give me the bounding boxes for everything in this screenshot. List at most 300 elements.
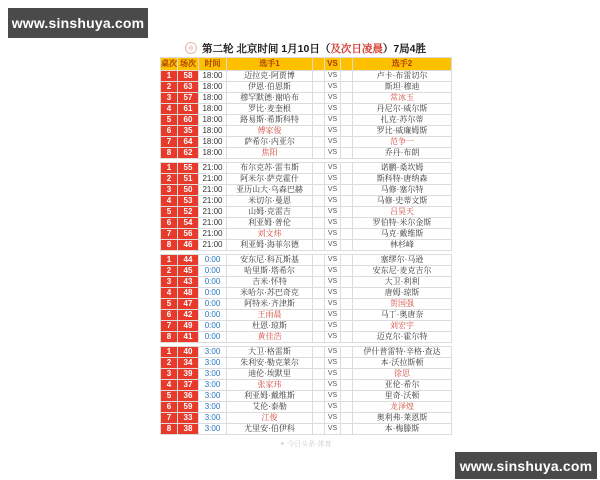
time-cell: 0:00 — [199, 255, 227, 266]
match-row — [161, 358, 452, 369]
score1-cell — [313, 93, 325, 104]
score2-cell — [341, 347, 353, 358]
header-time: 时间 — [199, 58, 227, 71]
match-row — [161, 288, 452, 299]
score2-cell — [341, 174, 353, 185]
vs-cell: VS — [325, 288, 341, 299]
vs-cell: VS — [325, 321, 341, 332]
player1-cell: 吉米·怀特 — [227, 277, 313, 288]
match-row — [161, 369, 452, 380]
score2-cell — [341, 104, 353, 115]
score1-cell — [313, 299, 325, 310]
vs-cell: VS — [325, 82, 341, 93]
player1-cell: 罗比·麦奎根 — [227, 104, 313, 115]
match-number-cell: 34 — [178, 358, 199, 369]
match-number-cell: 37 — [178, 380, 199, 391]
score2-cell — [341, 424, 353, 435]
match-number-cell: 42 — [178, 310, 199, 321]
match-number-cell: 49 — [178, 321, 199, 332]
score1-cell — [313, 358, 325, 369]
score1-cell — [313, 104, 325, 115]
score1-cell — [313, 424, 325, 435]
time-cell: 18:00 — [199, 71, 227, 82]
score2-cell — [341, 310, 353, 321]
time-cell: 0:00 — [199, 299, 227, 310]
match-row — [161, 424, 452, 435]
player2-cell: 林杉峰 — [353, 240, 452, 251]
title-highlight: 及次日凌晨 — [330, 42, 383, 55]
time-cell: 18:00 — [199, 104, 227, 115]
vs-cell: VS — [325, 196, 341, 207]
time-cell: 21:00 — [199, 163, 227, 174]
score2-cell — [341, 163, 353, 174]
match-number-cell: 36 — [178, 391, 199, 402]
time-cell: 3:00 — [199, 347, 227, 358]
table-number-cell: 2 — [161, 266, 178, 277]
player2-cell: 亚伦·希尔 — [353, 380, 452, 391]
score2-cell — [341, 391, 353, 402]
page-title — [202, 41, 426, 56]
player2-cell: 斯科特·唐纳森 — [353, 174, 452, 185]
player2-cell: 安东尼·麦克吉尔 — [353, 266, 452, 277]
vs-cell: VS — [325, 299, 341, 310]
score2-cell — [341, 137, 353, 148]
header-score1 — [313, 58, 325, 71]
vs-cell: VS — [325, 174, 341, 185]
match-number-cell: 46 — [178, 240, 199, 251]
table-number-cell: 4 — [161, 104, 178, 115]
match-number-cell: 41 — [178, 332, 199, 343]
table-number-cell: 2 — [161, 358, 178, 369]
player1-cell: 利亚姆·海菲尔德 — [227, 240, 313, 251]
vs-cell: VS — [325, 163, 341, 174]
header-vs: VS — [325, 58, 341, 71]
table-number-cell: 7 — [161, 321, 178, 332]
score1-cell — [313, 115, 325, 126]
table-number-cell: 7 — [161, 137, 178, 148]
table-number-cell: 3 — [161, 369, 178, 380]
time-cell: 0:00 — [199, 332, 227, 343]
time-cell: 21:00 — [199, 240, 227, 251]
match-row — [161, 332, 452, 343]
player2-cell: 迈克尔·霍尔特 — [353, 332, 452, 343]
match-row — [161, 391, 452, 402]
score2-cell — [341, 358, 353, 369]
vs-cell: VS — [325, 380, 341, 391]
player2-cell: 扎克·苏尔蒂 — [353, 115, 452, 126]
player1-cell: 焦阳 — [227, 148, 313, 159]
score2-cell — [341, 240, 353, 251]
match-row — [161, 196, 452, 207]
score2-cell — [341, 266, 353, 277]
player2-cell: 罗比·威廉姆斯 — [353, 126, 452, 137]
match-number-cell: 55 — [178, 163, 199, 174]
player1-cell: 迪伦·埃默里 — [227, 369, 313, 380]
score1-cell — [313, 369, 325, 380]
score1-cell — [313, 266, 325, 277]
score2-cell — [341, 71, 353, 82]
header-score2 — [341, 58, 353, 71]
player1-cell: 傅家俊 — [227, 126, 313, 137]
match-row — [161, 218, 452, 229]
table-number-cell: 7 — [161, 229, 178, 240]
time-cell: 3:00 — [199, 402, 227, 413]
match-number-cell: 38 — [178, 424, 199, 435]
match-row — [161, 93, 452, 104]
match-row — [161, 402, 452, 413]
match-row — [161, 207, 452, 218]
vs-cell: VS — [325, 277, 341, 288]
footer-watermark-icon: ✦ — [279, 441, 286, 448]
table-number-cell: 6 — [161, 218, 178, 229]
player1-cell: 米哈尔·苏巴奇克 — [227, 288, 313, 299]
time-cell: 3:00 — [199, 391, 227, 402]
player1-cell: 阿特米·齐津斯 — [227, 299, 313, 310]
match-row — [161, 174, 452, 185]
vs-cell: VS — [325, 266, 341, 277]
match-number-cell: 59 — [178, 402, 199, 413]
player2-cell: 唐姆·琼斯 — [353, 288, 452, 299]
match-number-cell: 57 — [178, 93, 199, 104]
vs-cell: VS — [325, 218, 341, 229]
player1-cell: 杜恩·琼斯 — [227, 321, 313, 332]
time-cell: 3:00 — [199, 380, 227, 391]
table-number-cell: 6 — [161, 402, 178, 413]
table-number-cell: 2 — [161, 82, 178, 93]
match-row — [161, 277, 452, 288]
score1-cell — [313, 71, 325, 82]
score1-cell — [313, 380, 325, 391]
score2-cell — [341, 196, 353, 207]
score1-cell — [313, 196, 325, 207]
player1-cell: 利亚姆·普伦 — [227, 218, 313, 229]
time-cell: 0:00 — [199, 288, 227, 299]
player2-cell: 乔丹·布朗 — [353, 148, 452, 159]
score1-cell — [313, 310, 325, 321]
player1-cell: 大卫·格雷斯 — [227, 347, 313, 358]
match-row — [161, 82, 452, 93]
score1-cell — [313, 402, 325, 413]
score2-cell — [341, 413, 353, 424]
player2-cell: 里奇·沃顿 — [353, 391, 452, 402]
time-cell: 21:00 — [199, 229, 227, 240]
match-row — [161, 104, 452, 115]
watermark-text: www.sinshuya.com — [459, 457, 593, 474]
score1-cell — [313, 413, 325, 424]
table-number-cell: 2 — [161, 174, 178, 185]
vs-cell: VS — [325, 115, 341, 126]
match-row — [161, 115, 452, 126]
match-number-cell: 63 — [178, 82, 199, 93]
player2-cell: 刘宏宇 — [353, 321, 452, 332]
match-number-cell: 62 — [178, 148, 199, 159]
time-cell: 18:00 — [199, 93, 227, 104]
match-row — [161, 240, 452, 251]
time-cell: 21:00 — [199, 196, 227, 207]
match-number-cell: 33 — [178, 413, 199, 424]
vs-cell: VS — [325, 126, 341, 137]
vs-cell: VS — [325, 347, 341, 358]
source-watermark — [160, 439, 451, 449]
player2-cell: 卢卡·布雷切尔 — [353, 71, 452, 82]
player1-cell: 安东尼·科瓦斯基 — [227, 255, 313, 266]
match-number-cell: 64 — [178, 137, 199, 148]
vs-cell: VS — [325, 255, 341, 266]
match-row — [161, 266, 452, 277]
score2-cell — [341, 299, 353, 310]
score1-cell — [313, 321, 325, 332]
player1-cell: 艾伦·泰勒 — [227, 402, 313, 413]
score1-cell — [313, 207, 325, 218]
time-cell: 3:00 — [199, 369, 227, 380]
player2-cell: 龙泽煌 — [353, 402, 452, 413]
player2-cell: 塞缪尔·马逊 — [353, 255, 452, 266]
vs-cell: VS — [325, 71, 341, 82]
table-number-cell: 1 — [161, 347, 178, 358]
vs-cell: VS — [325, 358, 341, 369]
score1-cell — [313, 148, 325, 159]
score1-cell — [313, 174, 325, 185]
player1-cell: 迈拉克·阿贾博 — [227, 71, 313, 82]
player2-cell: 常冰玉 — [353, 93, 452, 104]
vs-cell: VS — [325, 185, 341, 196]
table-number-cell: 5 — [161, 391, 178, 402]
player2-cell: 本·沃拉斯顿 — [353, 358, 452, 369]
score1-cell — [313, 332, 325, 343]
player1-cell: 伊恩·伯恩斯 — [227, 82, 313, 93]
player1-cell: 山姆·克雷吉 — [227, 207, 313, 218]
score1-cell — [313, 82, 325, 93]
score2-cell — [341, 369, 353, 380]
player1-cell: 阿米尔·萨克霍什 — [227, 174, 313, 185]
table-number-cell: 5 — [161, 207, 178, 218]
footer-watermark-text: 今日头条·体育 — [287, 441, 332, 448]
header-player2: 选手2 — [353, 58, 452, 71]
player1-cell: 路易斯·希斯科特 — [227, 115, 313, 126]
player2-cell: 马丁·奥唐奈 — [353, 310, 452, 321]
header-table-no: 桌次 — [161, 58, 178, 71]
score1-cell — [313, 347, 325, 358]
title-suffix: ）7局4胜 — [382, 42, 427, 55]
time-cell: 18:00 — [199, 126, 227, 137]
match-number-cell: 48 — [178, 288, 199, 299]
score2-cell — [341, 229, 353, 240]
score2-cell — [341, 126, 353, 137]
score2-cell — [341, 402, 353, 413]
match-number-cell: 54 — [178, 218, 199, 229]
player2-cell: 吕昊天 — [353, 207, 452, 218]
table-number-cell: 7 — [161, 413, 178, 424]
player1-cell: 朱利安·勒克莱尔 — [227, 358, 313, 369]
match-number-cell: 45 — [178, 266, 199, 277]
table-number-cell: 4 — [161, 288, 178, 299]
player1-cell: 米切尔·曼恩 — [227, 196, 313, 207]
header-player1: 选手1 — [227, 58, 313, 71]
time-cell: 21:00 — [199, 218, 227, 229]
score2-cell — [341, 82, 353, 93]
table-number-cell: 5 — [161, 299, 178, 310]
player1-cell: 张家玮 — [227, 380, 313, 391]
time-cell: 0:00 — [199, 266, 227, 277]
score1-cell — [313, 288, 325, 299]
score2-cell — [341, 207, 353, 218]
match-number-cell: 44 — [178, 255, 199, 266]
player1-cell: 穆罕默德·谢哈布 — [227, 93, 313, 104]
vs-cell: VS — [325, 332, 341, 343]
player2-cell: 马修·史蒂文斯 — [353, 196, 452, 207]
time-cell: 18:00 — [199, 82, 227, 93]
match-number-cell: 43 — [178, 277, 199, 288]
time-cell: 21:00 — [199, 207, 227, 218]
table-number-cell: 8 — [161, 240, 178, 251]
time-cell: 3:00 — [199, 358, 227, 369]
vs-cell: VS — [325, 402, 341, 413]
time-cell: 21:00 — [199, 185, 227, 196]
table-number-cell: 3 — [161, 277, 178, 288]
watermark-text: www.sinshuya.com — [11, 15, 145, 31]
vs-cell: VS — [325, 207, 341, 218]
time-cell: 18:00 — [199, 115, 227, 126]
player1-cell: 萨希尔·内亚尔 — [227, 137, 313, 148]
vs-cell: VS — [325, 413, 341, 424]
header-row — [161, 58, 452, 71]
score2-cell — [341, 148, 353, 159]
score1-cell — [313, 218, 325, 229]
score2-cell — [341, 218, 353, 229]
score1-cell — [313, 137, 325, 148]
table-number-cell: 1 — [161, 255, 178, 266]
player2-cell: 斯坦·穆迪 — [353, 82, 452, 93]
player2-cell: 奥利弗·莱恩斯 — [353, 413, 452, 424]
watermark-bottom-right — [455, 452, 597, 479]
vs-cell: VS — [325, 137, 341, 148]
match-number-cell: 50 — [178, 185, 199, 196]
score2-cell — [341, 185, 353, 196]
title-row — [160, 40, 451, 56]
table-number-cell: 3 — [161, 185, 178, 196]
schedule-panel — [160, 40, 451, 449]
time-cell: 3:00 — [199, 413, 227, 424]
player1-cell: 刘文炜 — [227, 229, 313, 240]
score1-cell — [313, 163, 325, 174]
player1-cell: 布尔克苏·雷韦斯 — [227, 163, 313, 174]
player1-cell: 黄佳浩 — [227, 332, 313, 343]
match-row — [161, 148, 452, 159]
table-number-cell: 3 — [161, 93, 178, 104]
score2-cell — [341, 255, 353, 266]
player2-cell: 诺鹏·桑坎姆 — [353, 163, 452, 174]
score1-cell — [313, 185, 325, 196]
match-row — [161, 380, 452, 391]
score2-cell — [341, 332, 353, 343]
player1-cell: 尤里安·伯伊科 — [227, 424, 313, 435]
match-row — [161, 126, 452, 137]
score1-cell — [313, 126, 325, 137]
player1-cell: 哈里斯·塔希尔 — [227, 266, 313, 277]
match-row — [161, 229, 452, 240]
vs-cell: VS — [325, 424, 341, 435]
title-prefix: 第二轮 北京时间 1月10日（ — [201, 42, 331, 55]
table-number-cell: 8 — [161, 332, 178, 343]
table-number-cell: 4 — [161, 380, 178, 391]
score1-cell — [313, 277, 325, 288]
player2-cell: 丹尼尔·威尔斯 — [353, 104, 452, 115]
player2-cell: 罗伯特·米尔金斯 — [353, 218, 452, 229]
table-number-cell: 8 — [161, 424, 178, 435]
player2-cell: 范争一 — [353, 137, 452, 148]
schedule-table — [160, 57, 452, 435]
match-row — [161, 413, 452, 424]
match-number-cell: 58 — [178, 71, 199, 82]
score2-cell — [341, 115, 353, 126]
time-cell: 0:00 — [199, 321, 227, 332]
player1-cell: 利亚姆·戴维斯 — [227, 391, 313, 402]
table-number-cell: 4 — [161, 196, 178, 207]
match-number-cell: 47 — [178, 299, 199, 310]
match-row — [161, 299, 452, 310]
time-cell: 21:00 — [199, 174, 227, 185]
vs-cell: VS — [325, 229, 341, 240]
table-number-cell: 8 — [161, 148, 178, 159]
match-row — [161, 347, 452, 358]
match-row — [161, 255, 452, 266]
score1-cell — [313, 229, 325, 240]
time-cell: 0:00 — [199, 277, 227, 288]
table-number-cell: 6 — [161, 126, 178, 137]
player2-cell: 徐思 — [353, 369, 452, 380]
match-number-cell: 52 — [178, 207, 199, 218]
header-match-no: 场次 — [178, 58, 199, 71]
match-row — [161, 163, 452, 174]
vs-cell: VS — [325, 148, 341, 159]
table-number-cell: 1 — [161, 71, 178, 82]
player2-cell: 马克·戴维斯 — [353, 229, 452, 240]
player1-cell: 王雨晨 — [227, 310, 313, 321]
score1-cell — [313, 391, 325, 402]
match-number-cell: 35 — [178, 126, 199, 137]
score2-cell — [341, 380, 353, 391]
time-cell: 18:00 — [199, 137, 227, 148]
player2-cell: 伊什普雷特·辛格·查达 — [353, 347, 452, 358]
match-number-cell: 39 — [178, 369, 199, 380]
score2-cell — [341, 288, 353, 299]
score2-cell — [341, 321, 353, 332]
score1-cell — [313, 255, 325, 266]
score1-cell — [313, 240, 325, 251]
vs-cell: VS — [325, 104, 341, 115]
table-number-cell: 6 — [161, 310, 178, 321]
match-number-cell: 61 — [178, 104, 199, 115]
time-cell: 18:00 — [199, 148, 227, 159]
match-row — [161, 137, 452, 148]
match-row — [161, 185, 452, 196]
match-row — [161, 71, 452, 82]
match-row — [161, 321, 452, 332]
player1-cell: 亚历山大·乌森巴赫 — [227, 185, 313, 196]
match-row — [161, 310, 452, 321]
match-number-cell: 40 — [178, 347, 199, 358]
player2-cell: 本·梅滕斯 — [353, 424, 452, 435]
match-number-cell: 51 — [178, 174, 199, 185]
vs-cell: VS — [325, 310, 341, 321]
vs-cell: VS — [325, 240, 341, 251]
vs-cell: VS — [325, 369, 341, 380]
table-number-cell: 5 — [161, 115, 178, 126]
score2-cell — [341, 93, 353, 104]
match-number-cell: 56 — [178, 229, 199, 240]
event-logo-stamp-icon — [185, 42, 197, 54]
watermark-top-left — [8, 8, 148, 38]
